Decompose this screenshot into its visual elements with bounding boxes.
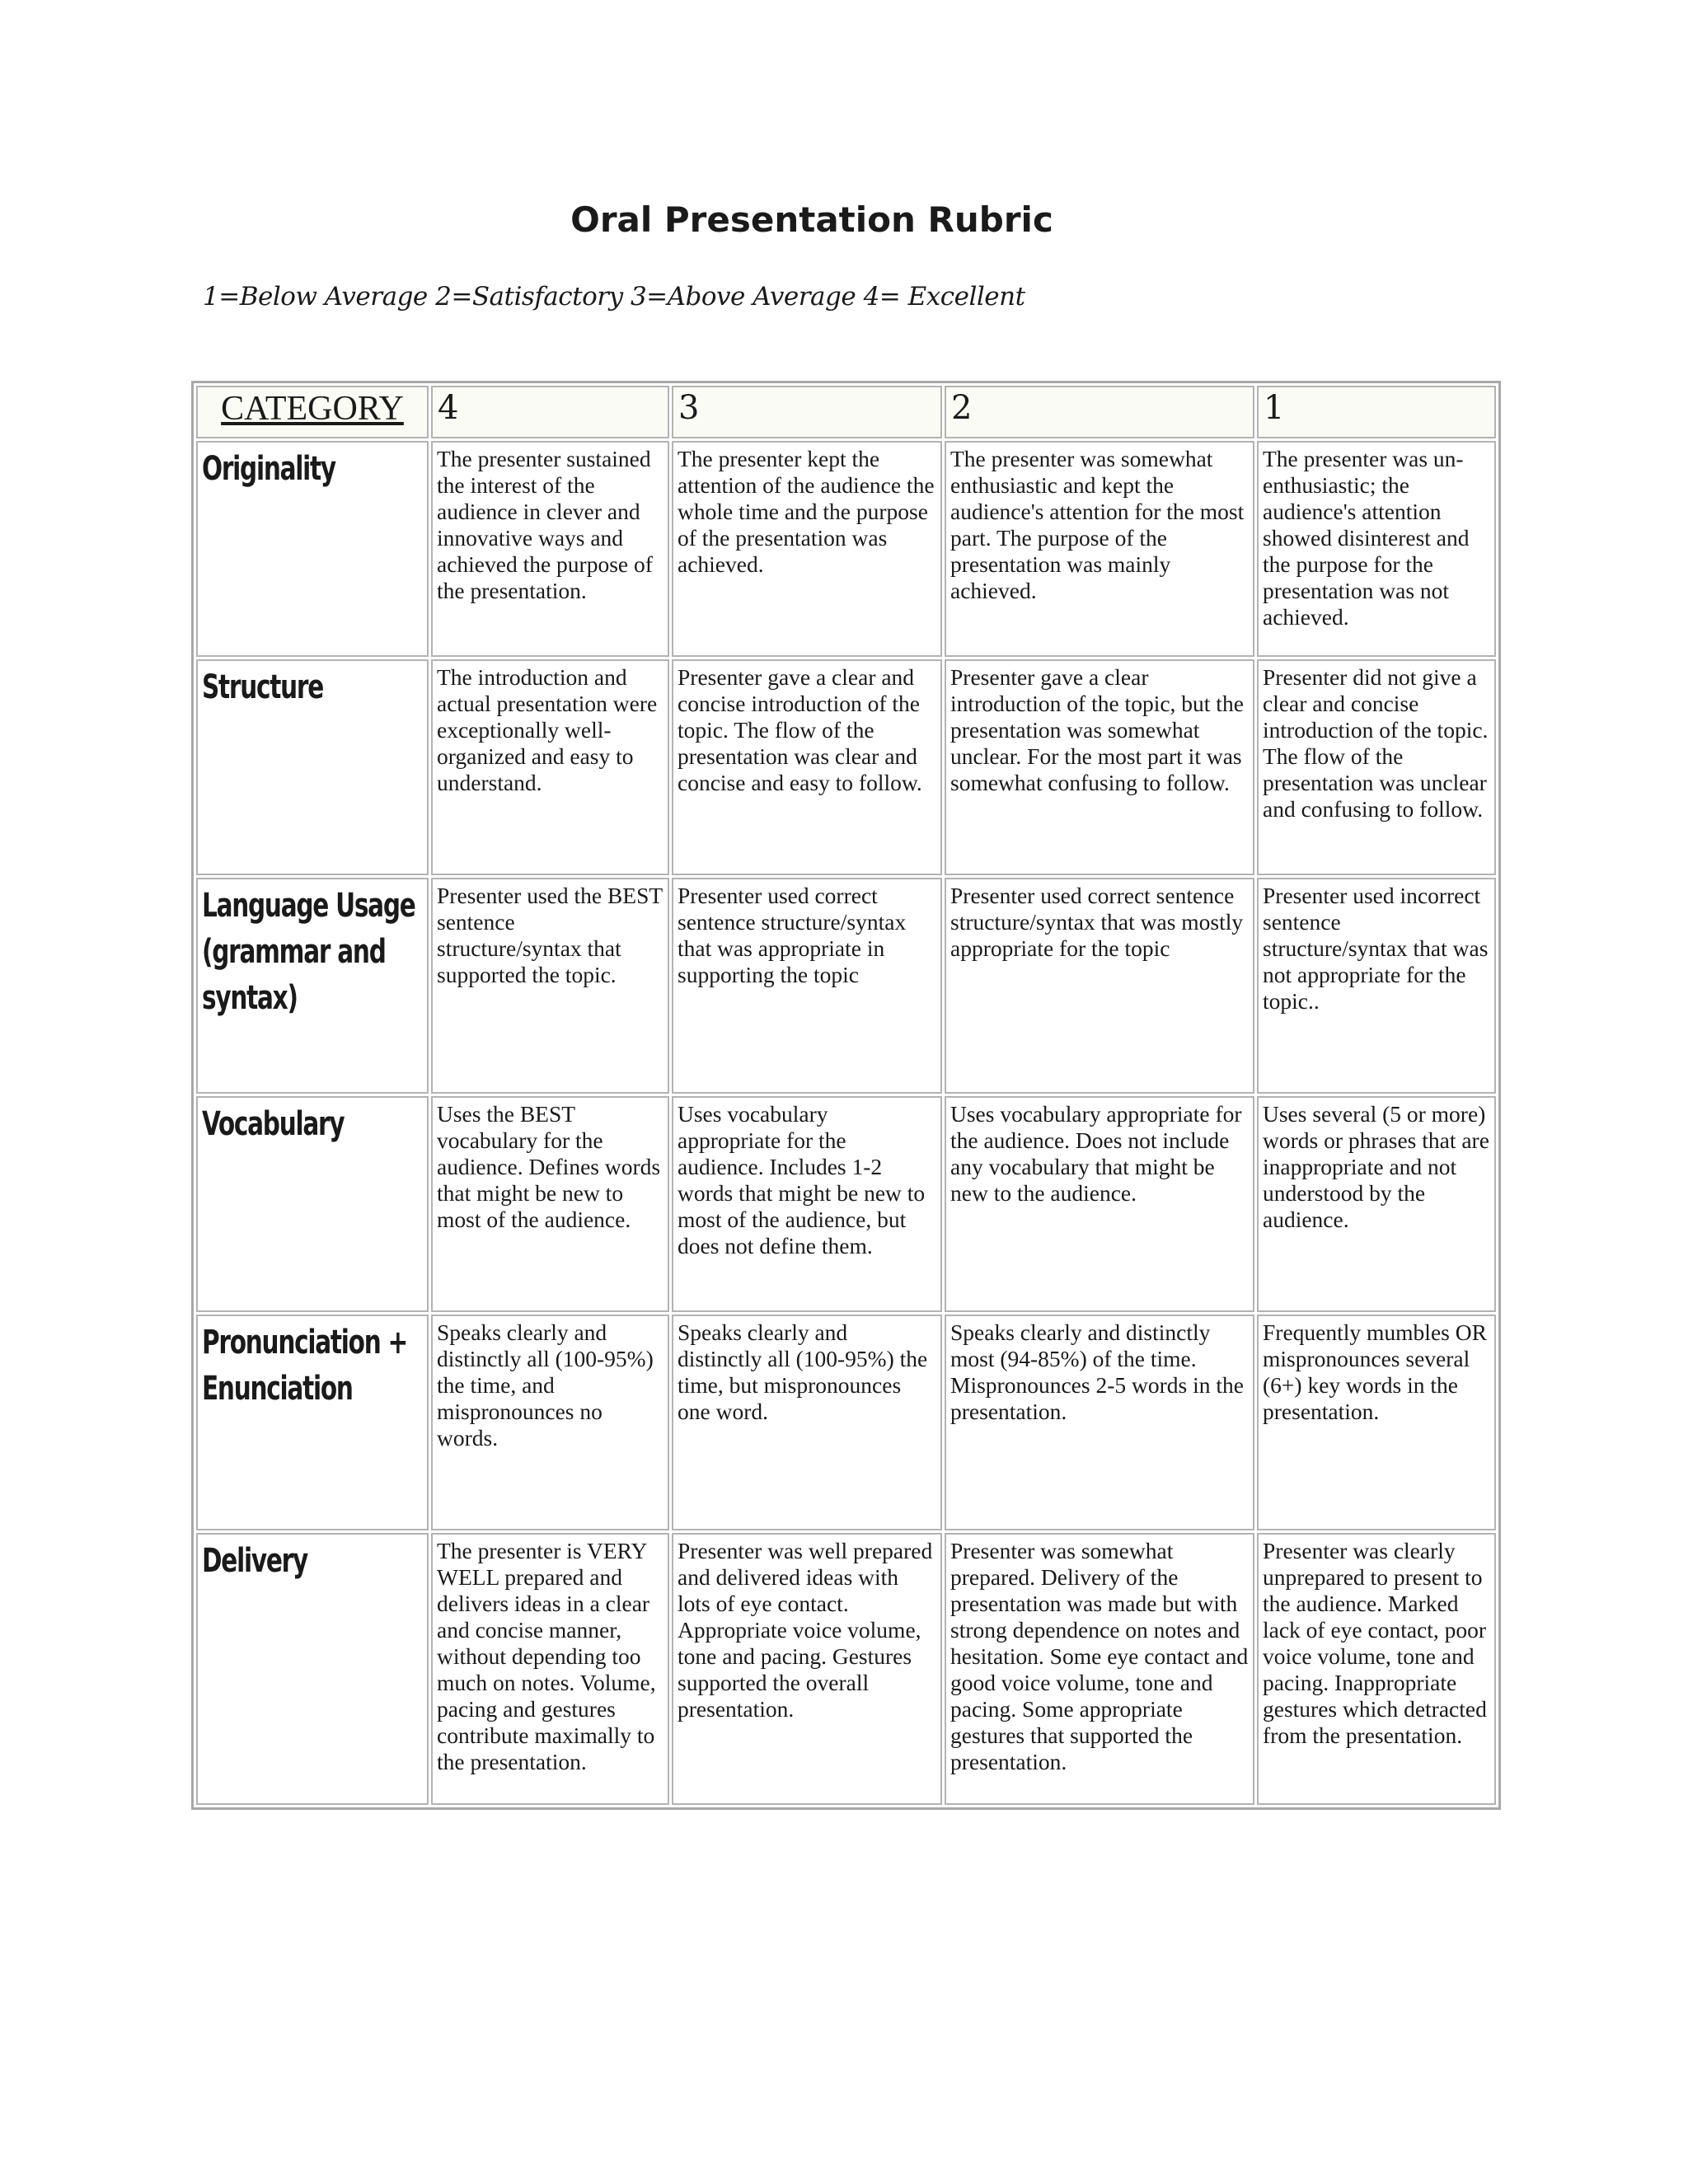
score-2-cell: Speaks clearly and distinctly most (94-85%) of the time. Mispronounces 2-5 words in the presentation. <box>945 1315 1254 1530</box>
score-3-cell: Presenter used correct sentence structure/syntax that was appropriate in supporting the topic <box>672 878 942 1094</box>
category-label: Delivery <box>202 1542 307 1580</box>
table-row <box>196 1533 1496 1805</box>
category-label-line: Language Usage <box>202 887 415 925</box>
column-header-category: CATEGORY <box>196 386 429 438</box>
score-2-cell: The presenter was somewhat enthusiastic and kept the audience's attention for the most part. The purpose of the presentation was mainly achieved. <box>945 441 1254 657</box>
category-cell <box>196 659 429 875</box>
score-4-cell: The presenter is VERY WELL prepared and delivers ideas in a clear and concise manner, without depending too much on notes. Volume, pacing and gestures contribute maximally to the presentation. <box>431 1533 669 1805</box>
score-1-cell: Frequently mumbles OR mispronounces several (6+) key words in the presentation. <box>1257 1315 1496 1530</box>
rubric-table <box>191 381 1501 1810</box>
score-3-cell: The presenter kept the attention of the audience the whole time and the purpose of the presentation was achieved. <box>672 441 942 657</box>
category-label: Vocabulary <box>202 1105 345 1143</box>
category-label-line: Pronunciation + <box>202 1324 408 1361</box>
table-row <box>196 1315 1496 1530</box>
page-title: Oral Presentation Rubric <box>570 199 1053 240</box>
header-row <box>196 386 1496 438</box>
category-cell <box>196 1096 429 1312</box>
rating-scale-legend: 1=Below Average 2=Satisfactory 3=Above Average 4= Excellent <box>203 282 1025 312</box>
score-4-cell: Uses the BEST vocabulary for the audience. Defines words that might be new to most of the audience. <box>431 1096 669 1312</box>
score-1-cell: Presenter was clearly unprepared to present to the audience. Marked lack of eye contact, poor voice volume, tone and pacing. Inappropriate gestures which detracted from the presentation. <box>1257 1533 1496 1805</box>
category-cell <box>196 1533 429 1805</box>
score-4-cell: The introduction and actual presentation were exceptionally well- organized and easy to understand. <box>431 659 669 875</box>
table-row <box>196 441 1496 657</box>
category-label-line: Enunciation <box>202 1370 353 1408</box>
score-1-cell: Uses several (5 or more) words or phrases that are inappropriate and not understood by the audience. <box>1257 1096 1496 1312</box>
score-4-cell: Presenter used the BEST sentence structure/syntax that supported the topic. <box>431 878 669 1094</box>
score-1-cell: Presenter did not give a clear and concise introduction of the topic. The flow of the presentation was unclear and confusing to follow. <box>1257 659 1496 875</box>
category-cell <box>196 1315 429 1530</box>
column-header-4: 4 <box>431 386 669 438</box>
score-3-cell: Uses vocabulary appropriate for the audience. Includes 1-2 words that might be new to most of the audience, but does not define them. <box>672 1096 942 1312</box>
category-label: Originality <box>202 450 335 488</box>
category-label-line: (grammar and <box>202 933 386 971</box>
table-row <box>196 659 1496 875</box>
score-1-cell: Presenter used incorrect sentence structure/syntax that was not appropriate for the topic.. <box>1257 878 1496 1094</box>
category-label: Structure <box>202 668 324 706</box>
score-2-cell: Presenter used correct sentence structure/syntax that was mostly appropriate for the topic <box>945 878 1254 1094</box>
category-label-line: syntax) <box>202 979 298 1017</box>
score-2-cell: Presenter was somewhat prepared. Delivery of the presentation was made but with strong dependence on notes and hesitation. Some eye contact and good voice volume, tone and pacing. Some appropriate gestures that supported the presentation. <box>945 1533 1254 1805</box>
table-row <box>196 1096 1496 1312</box>
category-cell <box>196 878 429 1094</box>
score-2-cell: Presenter gave a clear introduction of the topic, but the presentation was somewhat unclear. For the most part it was somewhat confusing to follow. <box>945 659 1254 875</box>
score-3-cell: Speaks clearly and distinctly all (100-95%) the time, but mispronounces one word. <box>672 1315 942 1530</box>
score-3-cell: Presenter gave a clear and concise introduction of the topic. The flow of the presentation was clear and concise and easy to follow. <box>672 659 942 875</box>
column-header-2: 2 <box>945 386 1254 438</box>
score-4-cell: The presenter sustained the interest of the audience in clever and innovative ways and achieved the purpose of the presentation. <box>431 441 669 657</box>
table-row <box>196 878 1496 1094</box>
score-3-cell: Presenter was well prepared and delivered ideas with lots of eye contact. Appropriate voice volume, tone and pacing. Gestures supported the overall presentation. <box>672 1533 942 1805</box>
score-1-cell: The presenter was un-enthusiastic; the audience's attention showed disinterest and the purpose for the presentation was not achieved. <box>1257 441 1496 657</box>
score-4-cell: Speaks clearly and distinctly all (100-95%) the time, and mispronounces no words. <box>431 1315 669 1530</box>
category-cell <box>196 441 429 657</box>
column-header-3: 3 <box>672 386 942 438</box>
score-2-cell: Uses vocabulary appropriate for the audience. Does not include any vocabulary that might be new to the audience. <box>945 1096 1254 1312</box>
column-header-1: 1 <box>1257 386 1496 438</box>
